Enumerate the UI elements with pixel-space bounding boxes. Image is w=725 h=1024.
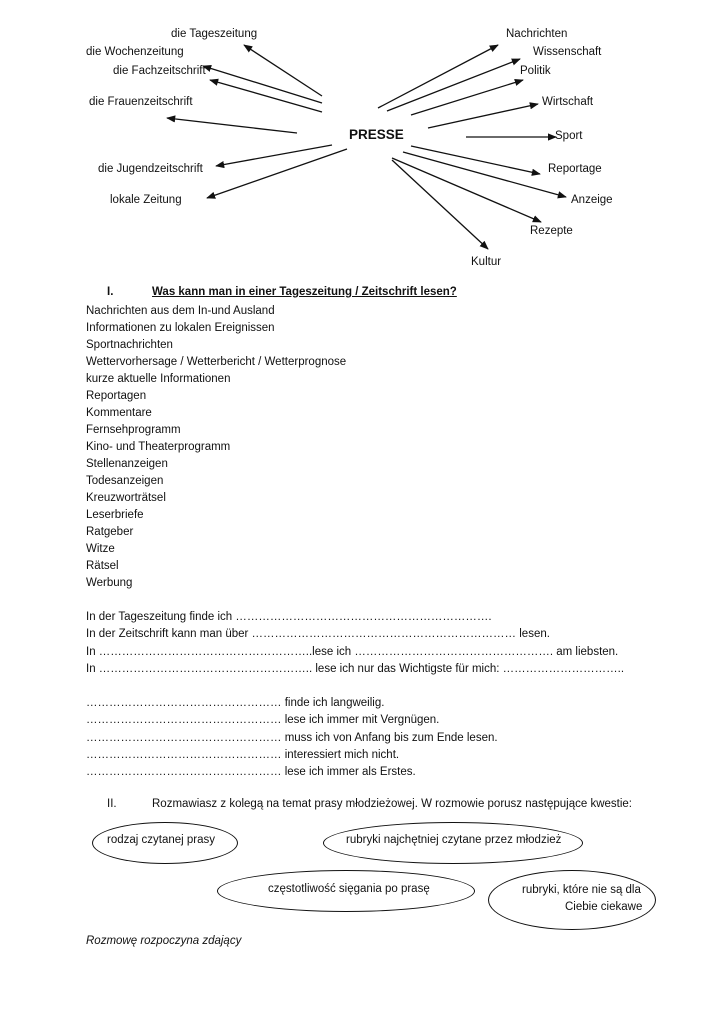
- list-item: Werbung: [86, 577, 133, 589]
- fill-in-sentence: In ………………………………………………..lese ich ……………………………………………. am liebsten.: [86, 645, 619, 658]
- list-item: Witze: [86, 543, 115, 555]
- arrow-rezepte: [392, 158, 541, 222]
- fill-in-sentence: In ……………………………………………….. lese ich nur das Wichtigste für mich: …………………………..: [86, 662, 625, 675]
- topic-bubble-text: rubryki najchętniej czytane przez młodzież: [346, 834, 562, 846]
- mindmap-right-3: Politik: [520, 65, 551, 77]
- topic-bubble-3: [217, 870, 475, 912]
- arrow-kultur: [392, 160, 488, 249]
- arrow-wirtschaft: [428, 104, 538, 128]
- list-item: Rätsel: [86, 560, 119, 572]
- arrow-lokale-zeitung-2: [207, 149, 347, 198]
- fill-in-sentence: In der Zeitschrift kann man über …………………………………………………………… lesen.: [86, 628, 550, 641]
- list-item: Nachrichten aus dem In-und Ausland: [86, 305, 275, 317]
- mindmap-right-4: Wirtschaft: [542, 96, 594, 108]
- mindmap-right-1: Nachrichten: [506, 28, 568, 40]
- arrow-jugendzeitschrift: [167, 118, 297, 133]
- arrow-wissenschaft: [387, 59, 520, 111]
- topic-bubble-1: [92, 822, 238, 864]
- topic-bubble-text: częstotliwość sięgania po prasę: [268, 883, 430, 895]
- list-item: Kino- und Theaterprogramm: [86, 441, 231, 453]
- fill-in-sentences-b: [86, 695, 498, 781]
- topic-bubble-2: [323, 822, 583, 864]
- arrow-tageszeitung: [244, 45, 322, 96]
- list-item: kurze aktuelle Informationen: [86, 373, 231, 385]
- fill-in-sentence: …………………………………………… finde ich langweilig.: [86, 697, 385, 709]
- list-item: Ratgeber: [86, 526, 134, 538]
- list-item: Fernsehprogramm: [86, 424, 181, 436]
- section2-number: II.: [107, 798, 117, 810]
- topic-bubble-text: Ciebie ciekawe: [565, 901, 643, 913]
- section1-number: I.: [107, 286, 114, 298]
- mindmap-left-3: die Fachzeitschrift: [113, 65, 206, 77]
- list-item: Informationen zu lokalen Ereignissen: [86, 322, 275, 334]
- list-item: Kreuzworträtsel: [86, 492, 166, 504]
- list-item: Reportagen: [86, 390, 147, 402]
- mindmap-left-6: lokale Zeitung: [110, 194, 182, 206]
- mindmap-left-4: die Frauenzeitschrift: [89, 96, 193, 108]
- list-item: Stellenanzeigen: [86, 458, 168, 470]
- mindmap-right-8: Rezepte: [530, 225, 573, 237]
- mindmap-right-6: Reportage: [548, 163, 602, 175]
- mindmap-left-1: die Tageszeitung: [171, 28, 258, 40]
- list-item: Leserbriefe: [86, 509, 144, 521]
- arrow-lokale-zeitung: [216, 145, 332, 166]
- fill-in-sentences-a: [86, 609, 624, 678]
- section2-instruction: Rozmawiasz z kolegą na temat prasy młodzieżowej. W rozmowie porusz następujące kwestie:: [152, 798, 633, 810]
- topic-bubble-4: [488, 870, 656, 930]
- list-item: Wettervorhersage / Wetterbericht / Wetterprognose: [86, 356, 347, 368]
- fill-in-sentence: In der Tageszeitung finde ich ………………………………………………………….: [86, 611, 492, 623]
- fill-in-sentence: …………………………………………… muss ich von Anfang bis zum Ende lesen.: [86, 731, 498, 744]
- topic-bubble-text: rodzaj czytanej prasy: [107, 834, 216, 846]
- footer-note: Rozmowę rozpoczyna zdający: [86, 935, 242, 947]
- mindmap-center: PRESSE: [349, 127, 404, 142]
- list-item: Kommentare: [86, 407, 152, 419]
- mindmap-right-2: Wissenschaft: [533, 46, 602, 58]
- arrow-anzeige: [403, 152, 566, 197]
- topic-bubble-text: rubryki, które nie są dla: [522, 884, 641, 896]
- list-item: Todesanzeigen: [86, 475, 164, 487]
- mindmap-right-7: Anzeige: [571, 194, 613, 206]
- mindmap-left-2: die Wochenzeitung: [86, 46, 184, 58]
- fill-in-sentence: …………………………………………… lese ich immer mit Vergnügen.: [86, 714, 440, 727]
- reading-list: [86, 303, 346, 592]
- fill-in-sentence: …………………………………………… lese ich immer als Erstes.: [86, 766, 416, 779]
- arrow-nachrichten: [378, 45, 498, 108]
- list-item: Sportnachrichten: [86, 339, 173, 351]
- mindmap-right-5: Sport: [555, 130, 583, 142]
- fill-in-sentence: …………………………………………… interessiert mich nicht.: [86, 748, 400, 761]
- section1-heading: Was kann man in einer Tageszeitung / Zeitschrift lesen?: [152, 286, 457, 298]
- mindmap-left-5: die Jugendzeitschrift: [98, 163, 203, 175]
- arrow-politik: [411, 80, 523, 115]
- mindmap-right-9: Kultur: [471, 256, 502, 268]
